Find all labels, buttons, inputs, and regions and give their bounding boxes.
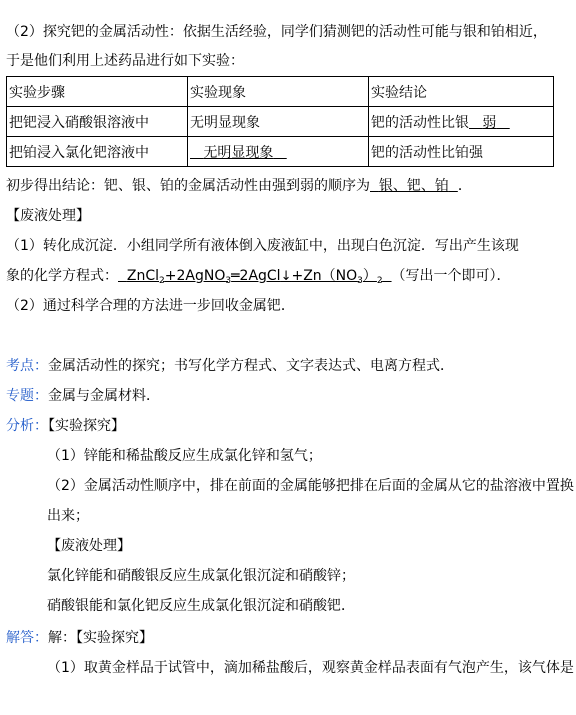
row2-phenomenon: 无明显现象 [188,137,369,167]
table-row [7,107,554,137]
header-step: 实验步骤 [7,77,188,107]
intro-line-1: （2）探究钯的金属活动性：依据生活经验，同学们猜测钯的活动性可能与银和铂相近， [6,24,547,40]
kaodian-line: 考点：金属活动性的探究；书写化学方程式、文字表达式、电离方程式． [6,358,454,374]
analysis-w2: 硝酸银能和氯化钯反应生成氯化银沉淀和硝酸钯． [47,598,355,614]
conclusion-answer: 银、钯、铂 [378,178,449,194]
header-conclusion: 实验结论 [369,77,554,107]
analysis-w1: 氯化锌能和硝酸银反应生成氯化银沉淀和硝酸锌； [47,568,355,584]
jieda-line: 解答：解：【实验探究】 [6,630,153,646]
row1-conclusion-blank: 弱 [482,114,497,131]
header-phenomenon: 实验现象 [188,77,369,107]
kaodian-label: 考点： [6,358,48,374]
jieda-label: 解答： [6,630,48,646]
analysis-p1: （1）锌能和稀盐酸反应生成氯化锌和氢气； [47,448,322,464]
analysis-waste-heading: 【废液处理】 [47,538,131,554]
experiment-table [6,76,554,167]
waste-item1-line1: （1）转化成沉淀．小组同学所有液体倒入废液缸中，出现白色沉淀．写出产生该现 [6,238,519,254]
row1-step: 把钯浸入硝酸银溶液中 [7,107,188,137]
row1-conclusion-prefix: 钯的活动性比银 [371,114,469,131]
row2-step: 把铂浸入氯化钯溶液中 [7,137,188,167]
fenxi-label: 分析： [6,418,48,434]
waste-heading: 【废液处理】 [6,208,90,224]
answer-j1: （1）取黄金样品于试管中，滴加稀盐酸后，观察黄金样品表面有气泡产生，该气体是 [47,660,574,676]
intro-line-2: 于是他们利用上述药品进行如下实验： [6,53,244,69]
waste-item1-line2: 象的化学方程式： $ZnCl_2+2AgNO_3═2AgCl↓+Zn(NO_3)_2$ （写出一个即可）． [6,268,511,286]
conclusion-line: 初步得出结论：钯、银、铂的金属活动性由强到弱的顺序为 银、钯、铂 ． [6,178,472,194]
zhuanti-label: 专题： [6,388,48,404]
table-row [7,137,554,167]
table-header-row [7,77,554,107]
waste-item2: （2）通过科学合理的方法进一步回收金属钯． [6,298,295,314]
analysis-p2-line2: 出来； [47,508,89,524]
row1-conclusion [369,107,554,137]
fenxi-line: 分析：【实验探究】 [6,418,125,434]
equation-answer: $ZnCl_2+2AgNO_3═2AgCl↓+Zn(NO_3)_2$ [126,268,383,286]
row1-phenomenon: 无明显现象 [188,107,369,137]
analysis-p2-line1: （2）金属活动性顺序中，排在前面的金属能够把排在后面的金属从它的盐溶液中置换 [47,478,574,494]
zhuanti-line: 专题：金属与金属材料． [6,388,160,404]
row2-conclusion: 钯的活动性比铂强 [369,137,554,167]
